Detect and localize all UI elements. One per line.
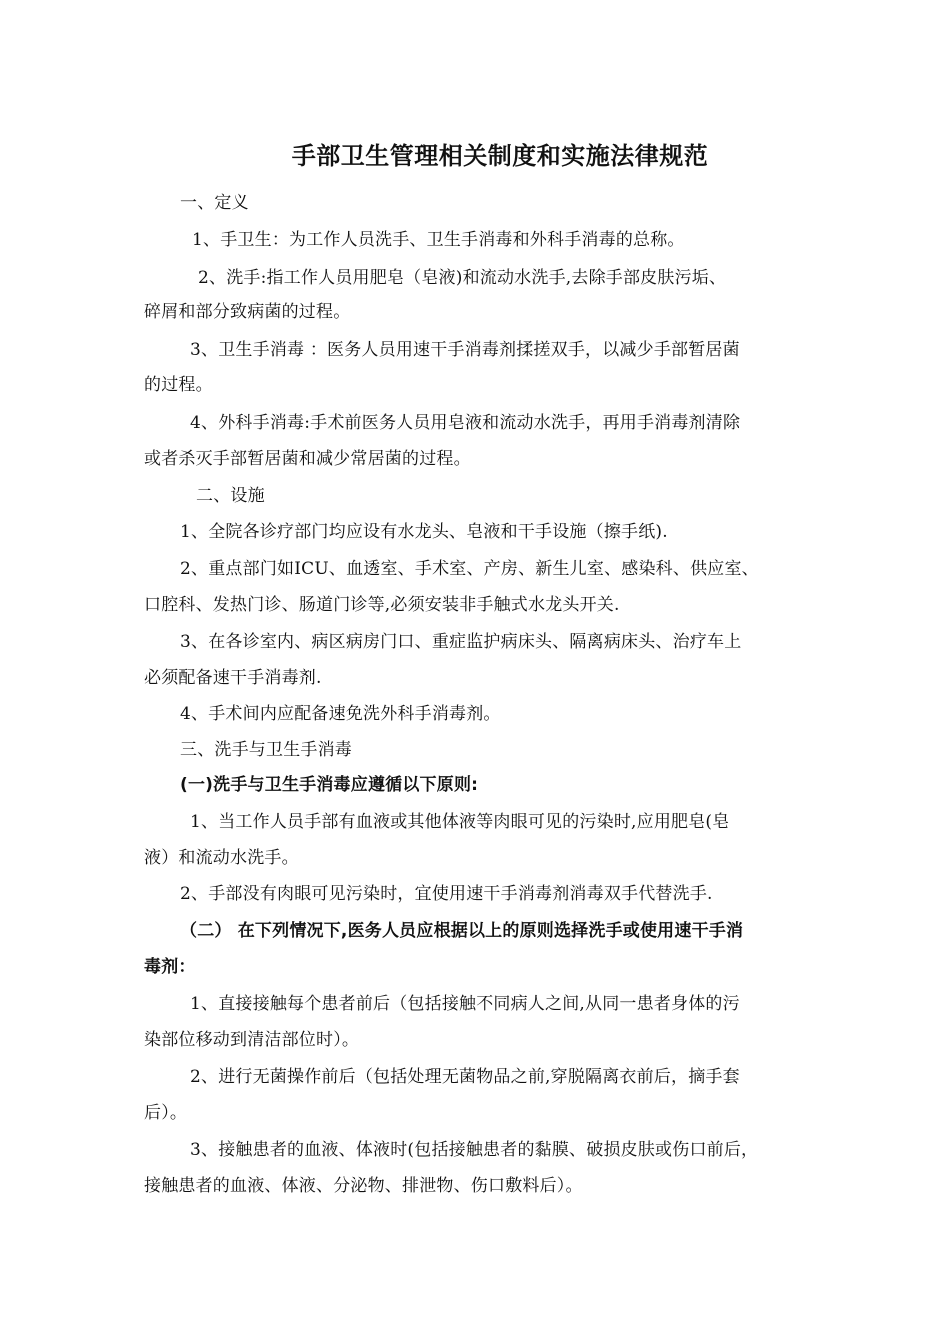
paragraph-line: 口腔科、发热门诊、肠道门诊等,必须安装非手触式水龙头开关.: [144, 595, 620, 615]
paragraph-line: 1、手卫生：为工作人员洗手、卫生手消毒和外科手消毒的总称。: [192, 230, 685, 250]
section-heading-definition: 一、定义: [180, 193, 249, 213]
paragraph-line: 3、在各诊室内、病区病房门口、重症监护病床头、隔离病床头、治疗车上: [180, 632, 742, 652]
paragraph-line: 2、洗手:指工作人员用肥皂（皂液)和流动水洗手,去除手部皮肤污垢、: [198, 268, 727, 288]
paragraph-line: 后）。: [144, 1103, 188, 1123]
paragraph-line: 4、手术间内应配备速免洗外科手消毒剂。: [180, 704, 501, 724]
subsection-heading-principles: (一)洗手与卫生手消毒应遵循以下原则:: [180, 775, 479, 795]
paragraph-line: 接触患者的血液、体液、分泌物、排泄物、伤口敷料后）。: [144, 1176, 583, 1196]
paragraph-line: 液）和流动水洗手。: [144, 848, 299, 868]
paragraph-line: 染部位移动到清洁部位时）。: [144, 1030, 360, 1050]
paragraph-line: 2、手部没有肉眼可见污染时，宜使用速干手消毒剂消毒双手代替洗手.: [180, 884, 713, 904]
paragraph-line: 或者杀灭手部暂居菌和减少常居菌的过程。: [144, 449, 471, 469]
paragraph-line: 碎屑和部分致病菌的过程。: [144, 302, 351, 322]
section-heading-facilities: 二、设施: [196, 486, 265, 506]
section-heading-handwashing: 三、洗手与卫生手消毒: [180, 740, 352, 760]
paragraph-line: 2、进行无菌操作前后（包括处理无菌物品之前,穿脱隔离衣前后，摘手套: [190, 1067, 740, 1087]
subsection-heading-situations: （二） 在下列情况下,医务人员应根据以上的原则选择洗手或使用速干手消: [180, 921, 744, 941]
paragraph-line: 3、接触患者的血液、体液时(包括接触患者的黏膜、破损皮肤或伤口前后，: [190, 1140, 759, 1160]
paragraph-line: 3、卫生手消毒 ：医务人员用速干手消毒剂揉搓双手，以减少手部暂居菌: [190, 340, 740, 360]
paragraph-line: 1、全院各诊疗部门均应设有水龙头、皂液和干手设施（擦手纸).: [180, 522, 668, 542]
paragraph-line: 4、外科手消毒:手术前医务人员用皂液和流动水洗手，再用手消毒剂清除: [190, 413, 741, 433]
paragraph-line: 2、重点部门如ICU、血透室、手术室、产房、新生儿室、感染科、供应室、: [180, 559, 759, 579]
paragraph-line: 的过程。: [144, 375, 213, 395]
paragraph-line: 必须配备速干手消毒剂.: [144, 668, 322, 688]
subsection-heading-situations-cont: 毒剂：: [144, 957, 196, 977]
paragraph-line: 1、直接接触每个患者前后（包括接触不同病人之间,从同一患者身体的污: [190, 994, 740, 1014]
paragraph-line: 1、当工作人员手部有血液或其他体液等肉眼可见的污染时,应用肥皂(皂: [190, 812, 730, 832]
document-title: 手部卫生管理相关制度和实施法律规范: [291, 142, 709, 170]
